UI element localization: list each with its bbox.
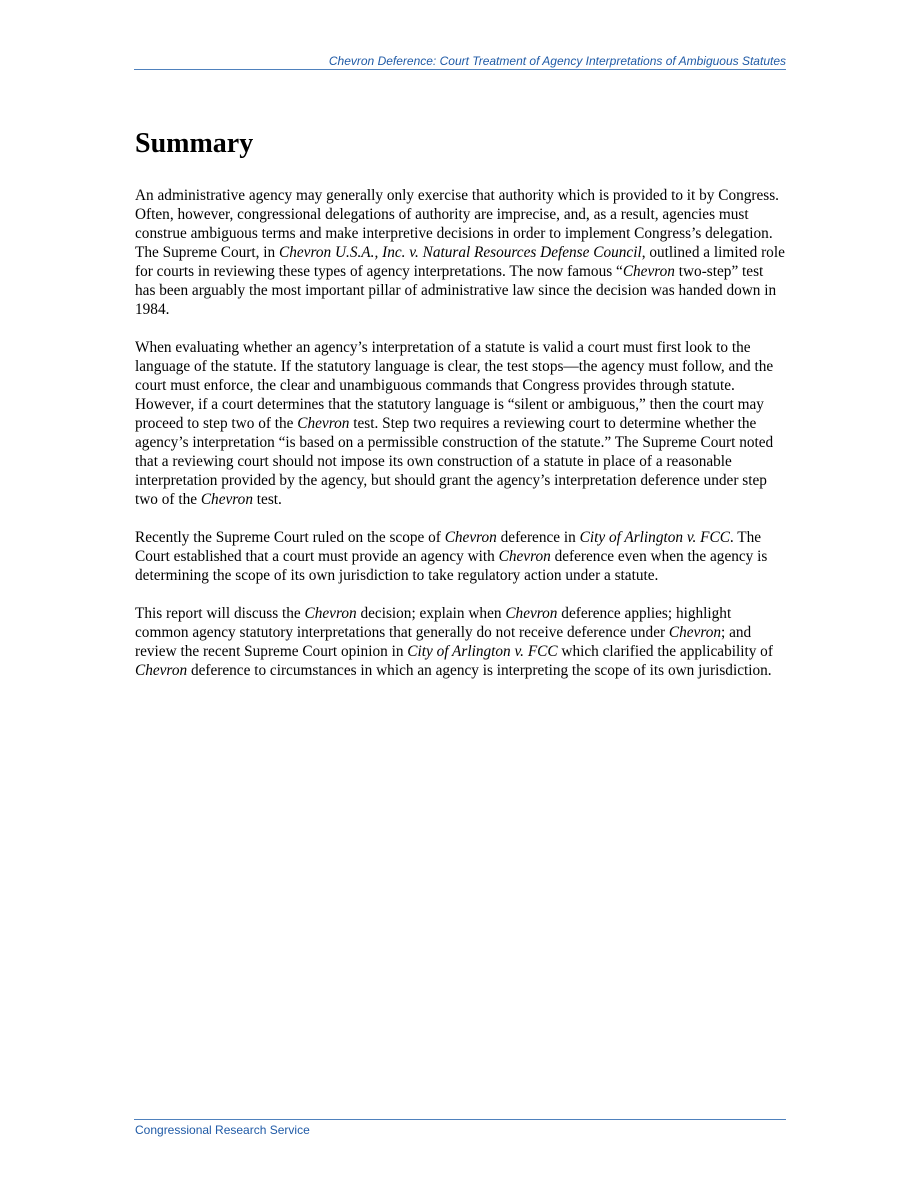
case-name: Chevron (297, 415, 350, 432)
page-header (134, 52, 786, 70)
text-run: deference even when the agency is determining the scope of its own jurisdiction to take regulatory action under a statute. (135, 548, 768, 584)
text-run: An administrative agency may generally only exercise that authority which is provided to it by Congress. Often, however, congressional delegations of authority are imprecise, and, as a result, agencies must construe ambiguous terms and make interpretive decisions in order to implement Congress’s delegation. The Supreme Court, in (135, 187, 780, 261)
text-run: test. (252, 491, 282, 508)
summary-paragraph-3 (135, 528, 787, 585)
case-name: Chevron (498, 548, 551, 565)
summary-paragraph-1 (135, 186, 787, 319)
text-run: two-step” test has been arguably the most important pillar of administrative law since the decision was handed down in 1984. (135, 263, 777, 318)
text-run: decision; explain when (356, 605, 506, 622)
text-run: This report will discuss the (135, 605, 305, 622)
case-name: Chevron (622, 263, 675, 280)
section-heading: Summary (135, 128, 254, 159)
page-footer (134, 1119, 786, 1137)
case-name: Chevron (444, 529, 497, 546)
summary-section (135, 118, 787, 699)
case-name: Chevron (668, 624, 722, 641)
footer-organization: Congressional Research Service (135, 1123, 310, 1137)
text-run: deference to circumstances in which an agency is interpreting the scope of its own jurisdiction. (187, 662, 772, 679)
running-title: Chevron Deference: Court Treatment of Agency Interpretations of Ambiguous Statutes (328, 54, 786, 68)
text-run: deference in (496, 529, 580, 546)
text-run: ; and review the recent Supreme Court opinion in (135, 624, 752, 660)
text-run: which clarified the applicability of (557, 643, 773, 660)
case-name: City of Arlington v. FCC (579, 529, 730, 546)
case-name: Chevron (200, 491, 253, 508)
text-run: deference applies; highlight common agency statutory interpretations that generally do not receive deference under (135, 605, 732, 641)
case-name: Chevron U.S.A., Inc. v. Natural Resources Defense Council (279, 244, 642, 261)
summary-paragraph-4 (135, 604, 787, 680)
text-run: , outlined a limited role for courts in reviewing these types of agency interpretations. The now famous “ (135, 244, 785, 280)
summary-paragraph-2 (135, 338, 787, 509)
case-name: Chevron (505, 605, 558, 622)
case-name: Chevron (135, 662, 188, 679)
text-run: test. Step two requires a reviewing court to determine whether the agency’s interpretation “is based on a permissible construction of the statute.” The Supreme Court noted that a reviewing court should not impose its own construction of a statute in place of a reasonable interpretation provided by the agency, but should grant the agency’s interpretation deference under step two of the (135, 415, 774, 508)
text-run: Recently the Supreme Court ruled on the scope of (135, 529, 445, 546)
text-run: When evaluating whether an agency’s interpretation of a statute is valid a court must first look to the language of the statute. If the statutory language is clear, the test stops—the agency must follow, and the court must enforce, the clear and unambiguous commands that Congress provides through statute. However, if a court determines that the statutory language is “silent or ambiguous,” then the court may proceed to step two of the (135, 339, 774, 432)
text-run: . The Court established that a court must provide an agency with (135, 529, 762, 565)
case-name: City of Arlington v. FCC (407, 643, 558, 660)
case-name: Chevron (304, 605, 357, 622)
